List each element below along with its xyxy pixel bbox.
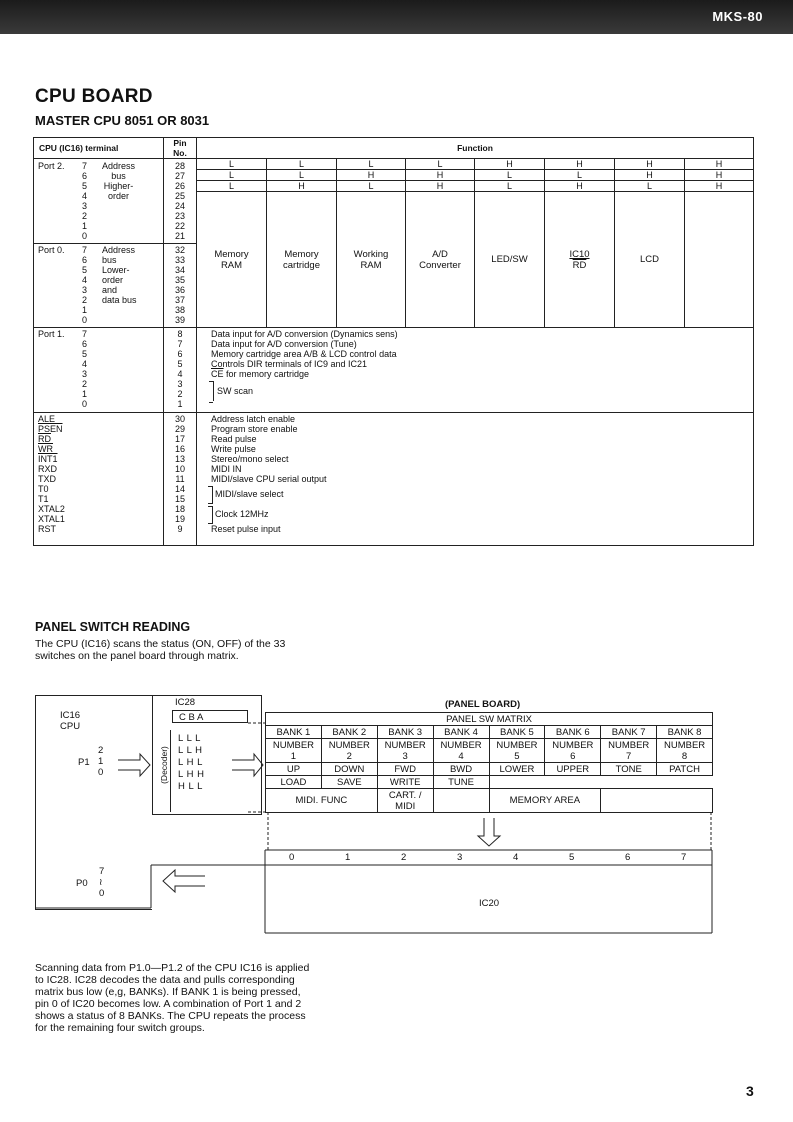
matrix-cell: NUMBER 5 — [489, 739, 545, 763]
list-item: 15 — [174, 494, 185, 504]
list-item: 8 — [177, 329, 183, 339]
fn-working-ram: Working RAM — [337, 192, 406, 328]
matrix-cell: NUMBER 4 — [433, 739, 489, 763]
list-item: 32 — [174, 245, 185, 255]
list-item: 6 — [82, 255, 88, 265]
list-item: ALE — [38, 414, 56, 424]
hl-row-1: Port 2. 7 6 5 4 3 2 1 0 Address bus Higher- order 28 27 26 25 24 23 22 21 L L L L H H H H — [34, 159, 754, 170]
list-item: order — [108, 191, 130, 201]
matrix-cell: TONE — [601, 763, 657, 776]
fn-memory-cartridge: Memory cartridge — [267, 192, 337, 328]
midi-func-cell: MIDI. FUNC — [266, 789, 378, 813]
arrow-left-icon — [163, 870, 205, 892]
matrix-cell: BANK 1 — [266, 726, 322, 739]
list-item: 6 — [177, 349, 183, 359]
matrix-cell: LOWER — [489, 763, 545, 776]
p0-label: P0 — [76, 878, 88, 889]
list-item: 33 — [174, 255, 185, 265]
arrow-right-icon — [118, 754, 150, 776]
list-item: T0 — [38, 484, 49, 494]
matrix-cell: NUMBER 8 — [657, 739, 713, 763]
fn-lcd: LCD — [615, 192, 685, 328]
matrix-cell: PATCH — [657, 763, 713, 776]
matrix-cell: FWD — [377, 763, 433, 776]
misc-functions: Address latch enable Program store enable Read pulse Write pulse Stereo/mono select MIDI IN MIDI/slave CPU serial output MIDI/slave select Clock 12MHz Reset pulse input — [197, 413, 754, 546]
list-item: 25 — [174, 191, 185, 201]
page-title: CPU BOARD — [35, 86, 153, 107]
list-item: 7 — [82, 329, 88, 339]
list-item: 1 — [82, 305, 88, 315]
list-item: 21 — [174, 231, 185, 241]
list-item: 2 — [82, 379, 88, 389]
list-item: 1 — [82, 221, 88, 231]
list-item: Address — [102, 245, 136, 255]
terminal-header: CPU (IC16) terminal — [34, 138, 164, 159]
matrix-cell: BANK 7 — [601, 726, 657, 739]
port0-terminal: Port 0. 7 6 5 4 3 2 1 0 Address bus Lower- order and data bus — [34, 244, 164, 328]
list-item: 7 — [82, 245, 88, 255]
ic20-pin-number: 6 — [625, 852, 631, 863]
list-item: 3 — [177, 379, 183, 389]
ic20-pin-number: 1 — [345, 852, 351, 863]
ic20-pins — [265, 852, 713, 864]
model-label: MKS-80 — [712, 9, 763, 24]
list-item: 39 — [174, 315, 185, 325]
list-item: 13 — [174, 454, 185, 464]
matrix-cell: BANK 5 — [489, 726, 545, 739]
port1-functions: Data input for A/D conversion (Dynamics sens) Data input for A/D conversion (Tune) Memory cartridge area A/B & LCD control data Controls DIR terminals of IC9 and IC21 $\overline{CE}$ for memory cartridge SW scan — [197, 328, 754, 413]
arrow-right-icon — [232, 754, 263, 776]
list-item: 30 — [174, 414, 185, 424]
list-item: 1 — [82, 389, 88, 399]
list-item: Higher- — [103, 181, 134, 191]
matrix-cell: BANK 3 — [377, 726, 433, 739]
list-item: 11 — [175, 474, 185, 484]
list-item: data bus — [102, 295, 137, 305]
list-item: 34 — [174, 265, 185, 275]
list-item: order — [102, 275, 124, 285]
list-item: 5 — [177, 359, 183, 369]
cart-midi-cell: CART. / MIDI — [377, 789, 433, 813]
list-item: 28 — [174, 161, 185, 171]
list-item: 5 — [82, 181, 88, 191]
list-item: 6 — [82, 171, 88, 181]
ic20-label: IC20 — [479, 898, 500, 909]
list-item: 17 — [174, 434, 185, 444]
matrix-cell: SAVE — [321, 776, 377, 789]
fn-ic10-rd: IC10 $\overline{RD}$ — [545, 192, 615, 328]
list-item: 5 — [82, 349, 88, 359]
cba-header: C B A — [172, 710, 248, 723]
matrix-cell: UP — [266, 763, 322, 776]
ic20-pin-number: 4 — [513, 852, 519, 863]
panel-body-text: Scanning data from P1.0—P1.2 of the CPU IC16 is applied to IC28. IC28 decodes the data and pulls corresponding matrix bus low (e,g, BANKs). If BANK 1 is being pressed, pin 0 of IC20 becomes low. A combination of Port 1 and 2 shows a status of 8 BANKs. The CPU repeats the process for the remaining four switch groups. — [35, 962, 310, 1034]
list-item: 26 — [174, 181, 185, 191]
list-item: 3 — [82, 201, 88, 211]
list-item: and — [102, 285, 118, 295]
list-item: 18 — [174, 504, 185, 514]
list-item: 2 — [82, 211, 88, 221]
list-item: 38 — [174, 305, 185, 315]
list-item: XTAL2 — [38, 504, 65, 514]
list-item: bus — [111, 171, 126, 181]
matrix-cell: BANK 6 — [545, 726, 601, 739]
ic20-pin-number: 7 — [681, 852, 687, 863]
p1-bits: 2 1 0 — [98, 745, 104, 778]
p0-bits: 7 ≀ 0 — [99, 866, 105, 899]
ic20-pin-number: 0 — [289, 852, 295, 863]
pin-header: Pin No. — [164, 138, 197, 159]
matrix-cell: WRITE — [377, 776, 433, 789]
list-item: 3 — [82, 369, 88, 379]
cba-rows: L L L L L H L H L L H H H L L — [178, 733, 205, 792]
page-subtitle: MASTER CPU 8051 OR 8031 — [35, 113, 210, 128]
list-item: 0 — [82, 315, 88, 325]
ic20-pin-number: 5 — [569, 852, 575, 863]
matrix-cell: NUMBER 6 — [545, 739, 601, 763]
list-item: $\overline{WR}$ — [38, 444, 53, 454]
list-item: 4 — [177, 369, 183, 379]
list-item: 9 — [177, 524, 183, 534]
matrix-cell: UPPER — [545, 763, 601, 776]
list-item: 0 — [82, 399, 88, 409]
fn-led-sw: LED/SW — [475, 192, 545, 328]
list-item: XTAL1 — [38, 514, 65, 524]
panel-board-label: (PANEL BOARD) — [445, 699, 521, 710]
list-item: TXD — [38, 474, 56, 484]
ic16-label: IC16 CPU — [60, 710, 81, 732]
matrix-cell: BANK 8 — [657, 726, 713, 739]
list-item: 2 — [177, 389, 183, 399]
list-item: 23 — [174, 211, 185, 221]
list-item: 22 — [174, 221, 185, 231]
fn-ad-converter: A/D Converter — [406, 192, 475, 328]
matrix-cell: DOWN — [321, 763, 377, 776]
list-item: 29 — [174, 424, 185, 434]
list-item: 27 — [174, 171, 185, 181]
matrix-cell: NUMBER 3 — [377, 739, 433, 763]
matrix-cell: BWD — [433, 763, 489, 776]
panel-sw-matrix — [265, 712, 713, 813]
panel-section-title: PANEL SWITCH READING — [35, 620, 191, 634]
list-item: T1 — [38, 494, 49, 504]
list-item: 5 — [82, 265, 88, 275]
fn-memory-ram: Memory RAM — [197, 192, 267, 328]
list-item: 6 — [82, 339, 88, 349]
list-item: $\overline{RD}$ — [38, 434, 51, 444]
list-item: 37 — [174, 295, 185, 305]
port1-terminal: Port 1. 7 6 5 4 3 2 1 0 — [34, 328, 164, 413]
p1-label: P1 — [78, 757, 90, 768]
matrix-cell: NUMBER 7 — [601, 739, 657, 763]
list-item: 7 — [177, 339, 183, 349]
function-header: Function — [197, 138, 754, 159]
hl-row-3: L H L H L H L H — [34, 181, 754, 192]
list-item: 3 — [82, 285, 88, 295]
matrix-cell: BANK 4 — [433, 726, 489, 739]
decoder-label: (Decoder) — [159, 746, 169, 784]
matrix-label: PANEL SW MATRIX — [266, 713, 713, 726]
list-item: 36 — [174, 285, 185, 295]
matrix-cell: TUNE — [433, 776, 489, 789]
list-item: Lower- — [102, 265, 130, 275]
list-item: 1 — [177, 399, 183, 409]
matrix-cell: NUMBER 1 — [266, 739, 322, 763]
arrow-down-icon — [478, 818, 500, 846]
list-item: 35 — [174, 275, 185, 285]
list-item: RXD — [38, 464, 58, 474]
hl-row-2: L L H H L L H H — [34, 170, 754, 181]
list-item: RST — [38, 524, 56, 534]
panel-intro: The CPU (IC16) scans the status (ON, OFF) of the 33 switches on the panel board through matrix. — [35, 638, 286, 662]
list-item: 4 — [82, 359, 88, 369]
matrix-cell: BANK 2 — [321, 726, 377, 739]
matrix-cell: LOAD — [266, 776, 322, 789]
matrix-cell: NUMBER 2 — [321, 739, 377, 763]
memory-area-cell: MEMORY AREA — [489, 789, 601, 813]
list-item: 2 — [82, 295, 88, 305]
list-item: 4 — [82, 275, 88, 285]
list-item: 7 — [82, 161, 88, 171]
page-number: 3 — [746, 1083, 754, 1099]
list-item: Address — [102, 161, 136, 171]
list-item: 16 — [174, 444, 185, 454]
list-item: 19 — [174, 514, 185, 524]
ic20-pin-number: 2 — [401, 852, 407, 863]
list-item: 4 — [82, 191, 88, 201]
port2-terminal: Port 2. 7 6 5 4 3 2 1 0 Address bus Higher- order — [34, 159, 164, 244]
ic28-label: IC28 — [175, 697, 196, 708]
list-item: PSEN — [38, 424, 63, 434]
list-item: 24 — [174, 201, 185, 211]
list-item: INT1 — [38, 454, 58, 464]
list-item: 0 — [82, 231, 88, 241]
list-item: 14 — [174, 484, 185, 494]
list-item: bus — [102, 255, 117, 265]
list-item: 10 — [174, 464, 185, 474]
ic20-pin-number: 3 — [457, 852, 463, 863]
